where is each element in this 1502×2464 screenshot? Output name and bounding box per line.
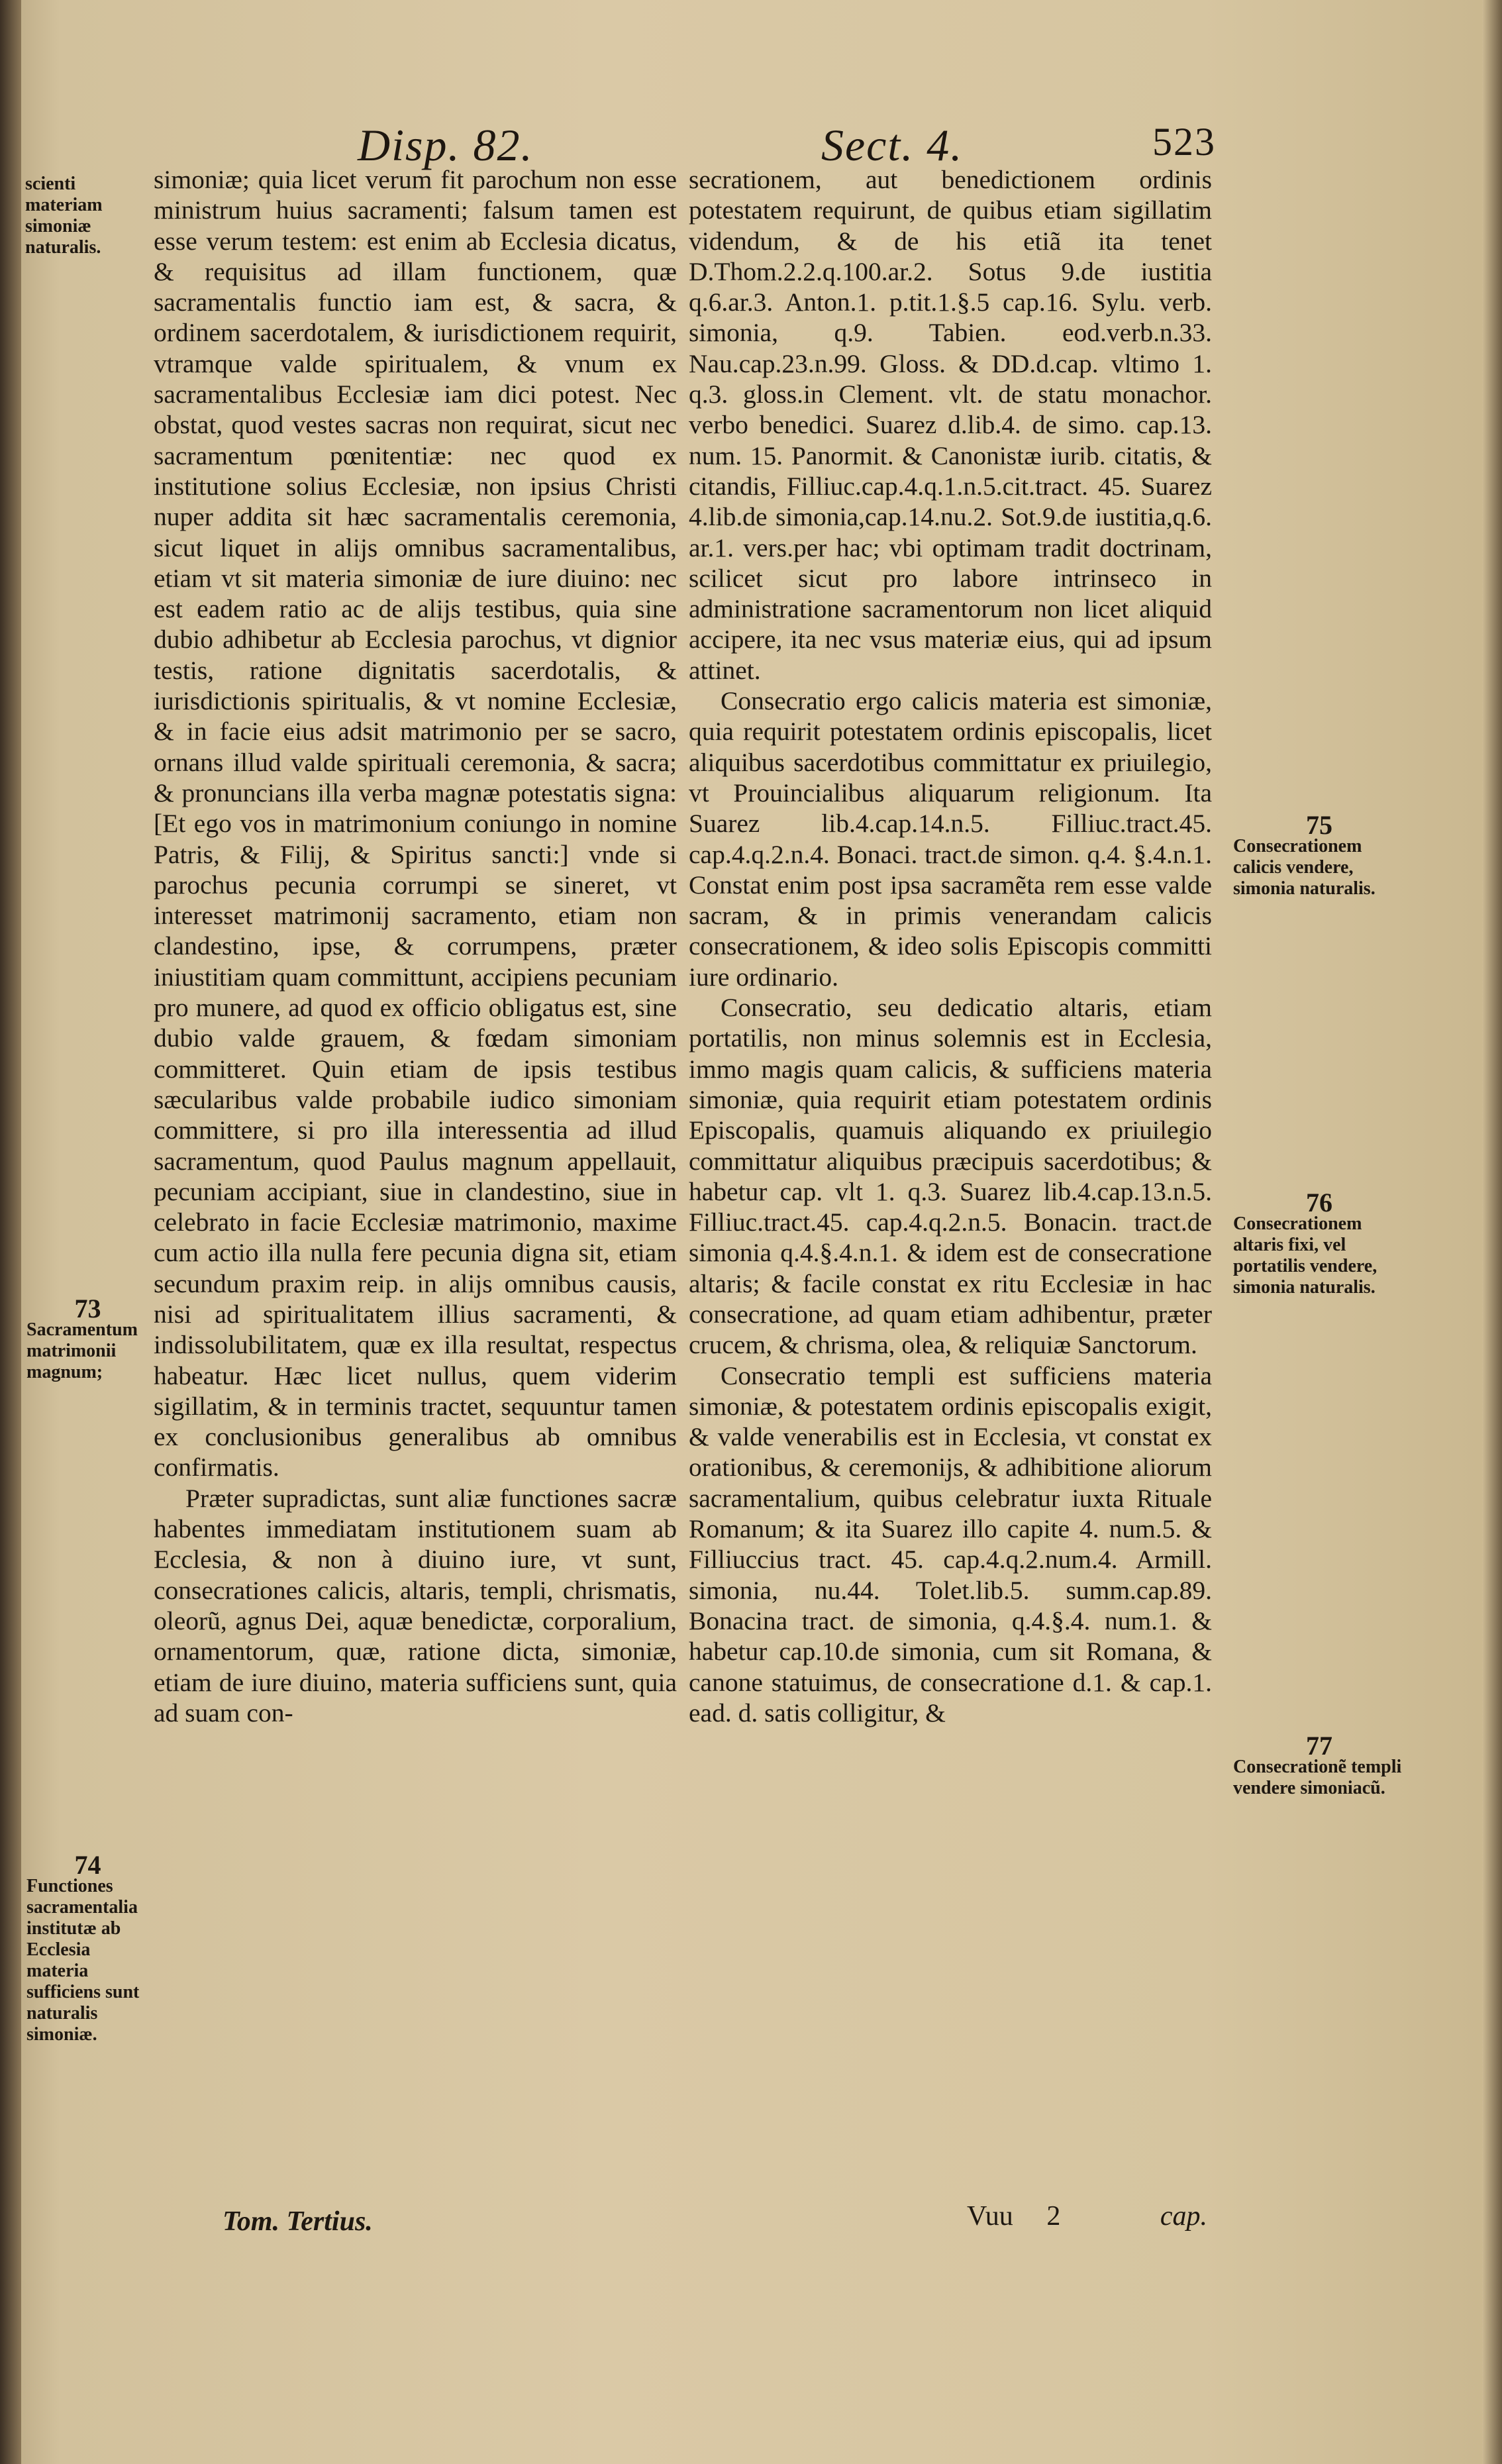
margin-note-77: 77 Consecrationẽ templi vendere simoniacũ. — [1233, 1731, 1402, 1798]
signature-number: 2 — [1046, 2201, 1061, 2232]
page-edge — [1482, 0, 1502, 2464]
margin-note-top: scienti materiam simoniæ naturalis. — [25, 174, 103, 258]
page-gutter — [0, 0, 21, 2464]
catchword: cap. — [1160, 2201, 1207, 2232]
left-column — [154, 164, 677, 1728]
signature-mark: Vuu — [967, 2201, 1013, 2232]
page-number: 523 — [1152, 120, 1216, 164]
margin-note-73: 73 Sacramentum matrimonii magnum; — [26, 1294, 138, 1382]
paragraph: secrationem, aut benedictionem ordinis potestatem requirunt, de quibus etiam sigillatim videndum, & de his etiã ita tenet D.Thom.2.2.q.100.ar.2. Sotus 9.de iustitia q.6.ar.3. Anton.1. p.tit.1.§.5 cap.16. Sylu. verb. simonia, q.9. Tabien. eod.verb.n.33. Nau.cap.23.n.99. Gloss. & DD.d.cap. vltimo 1. q.3. gloss.in Clement. vlt. de statu monachor. verbo benedici. Suarez d.lib.4. de simo. cap.13. num. 15. Panormit. & Canonistæ iurib. citatis, & citandis, Filliuc.cap.4.q.1.n.5.cit.tract. 45. Suarez 4.lib.de simonia,cap.14.nu.2. Sot.9.de iustitia,q.6. ar.1. vers.per hac; vbi optimam tradit doctrinam, scilicet sicut pro labore intrinseco in administratione sacramentorum non licet aliquid accipere, ita nec vsus materiæ eius, qui ad ipsum attinet. — [689, 165, 1212, 685]
volume-mark: Tom. Tertius. — [223, 2206, 373, 2237]
paragraph: simoniæ; quia licet verum fit parochum non esse ministrum huius sacramenti; falsum tamen est esse verum testem: est enim ab Ecclesia dicatus, & requisitus ad illam functionem, quæ sacramentalis functio iam est, & sacra, & ordinem sacerdotalem, & iurisdictionem requirit, vtramque valde spiritualem, & vnum ex sacramentalibus Ecclesiæ iam dici potest. Nec obstat, quod vestes sacras non requirat, sicut nec sacramentum pœnitentiæ: nec quod ex institutione solius Ecclesiæ, non ipsius Christi nuper addita sit hæc sacramentalis ceremonia, sicut liquet in alijs omnibus sacramentalibus, etiam vt sit materia simoniæ de iure diuino: nec est eadem ratio ac de alijs testibus, quia sine dubio adhibetur ab Ecclesia parochus, vt dignior testis, ratione dignitatis sacerdotalis, & iurisdictionis spiritualis, & vt nomine Ecclesiæ, & in facie eius adsit matrimonio per se sacro, ornans illud valde spirituali ceremonia, & sacra; & pronuncians illa verba magnæ potestatis signa: [Et ego vos in matrimonium coniungo in nomine Patris, & Filij, & Spiritus sancti:] vnde si parochus pecunia corrumpi se sineret, vt interesset matrimonij sacramento, etiam non clandestino, ipse, & corrumpens, prӕter iniustitiam quam committunt, accipiens pecuniam pro munere, ad quod ex officio obligatus est, sine dubio valde grauem, & fœdam simoniam committeret. Quin etiam de ipsis testibus sæcularibus valde probabile iudico simoniam committere, si pro illa interessentia ad illud sacramentum, quod Paulus magnum appellauit, pecuniam accipiant, siue in clandestino, siue in celebrato in facie Ecclesiæ matrimonio, maxime cum actio illa nulla fere pecunia digna sit, etiam secundum praxim reip. in alijs omnibus causis, nisi ad spiritualitatem illius sacramenti, & indissolubilitatem, quæ ex illa resultat, respectus habeatur. Hæc licet nullus, quem viderim sigillatim, & in terminis tractet, sequuntur tamen ex conclusionibus generalibus ab omnibus confirmatis. — [154, 165, 677, 1482]
paragraph: Præter supradictas, sunt aliæ functiones sacræ habentes immediatam institutionem suam ab Ecclesia, & non à diuino iure, vt sunt, consecrationes calicis, altaris, templi, chrismatis, oleorũ, agnus Dei, aquæ benedictæ, corporalium, ornamentorum, quæ, ratione dicta, simoniæ, etiam de iure diuino, materia sufficiens sunt, quia ad suam con- — [154, 1483, 677, 1727]
paragraph: Consecratio, seu dedicatio altaris, etiam portatilis, non minus solemnis est in Ecclesia, immo magis quam calicis, & sufficiens materia simoniæ, quia requirit etiam potestatem ordinis Episcopalis, quamuis aliquando ex priuilegio committatur aliquibus præcipuis sacerdotibus; & habetur cap. vlt 1. q.3. Suarez lib.4.cap.13.n.5. Filliuc.tract.45. cap.4.q.2.n.5. Bonacin. tract.de simonia q.4.§.4.n.1. & idem est de consecratione altaris; & facile constat ex ritu Ecclesiæ in hac consecratione, ad quam etiam adhibentur, præter crucem, & chrisma, olea, & reliquiæ Sanctorum. — [689, 993, 1212, 1360]
running-head-left: Disp. 82. — [358, 120, 534, 170]
paragraph: Consecratio ergo calicis materia est simoniæ, quia requirit potestatem ordinis episcopalis, licet aliquibus sacerdotibus committatur ex priuilegio, vt Prouincialibus aliquarum religionum. Ita Suarez lib.4.cap.14.n.5. Filliuc.tract.45. cap.4.q.2.n.4. Bonaci. tract.de simon. q.4. §.4.n.1. Constat enim post ipsa sacramẽta rem esse valde sacram, & in primis venerandam calicis consecrationem, & ideo solis Episcopis committi iure ordinario. — [689, 686, 1212, 992]
margin-note-76: 76 Consecrationem altaris fixi, vel portatilis vendere, simonia naturalis. — [1233, 1188, 1377, 1298]
margin-note-74: 74 Functiones sacramentalia institutæ ab Ecclesia materia sufficiens sunt naturalis simoniæ. — [26, 1850, 140, 2045]
running-head-center: Sect. 4. — [821, 120, 964, 170]
margin-note-75: 75 Consecrationem calicis vendere, simonia naturalis. — [1233, 810, 1376, 899]
signature-line — [940, 2200, 1207, 2232]
right-column — [689, 164, 1212, 1728]
paragraph: Consecratio templi est sufficiens materia simoniæ, & potestatem ordinis episcopalis exigit, & valde venerabilis est in Ecclesia, vt constat ex orationibus, & ceremonijs, & adhibitione aliorum sacramentalium, quibus celebratur iuxta Rituale Romanum; & ita Suarez illo capite 4. num.5. & Filliuccius tract. 45. cap.4.q.2.num.4. Armill. simonia, nu.44. Tolet.lib.5. summ.cap.89. Bonacina tract. de simonia, q.4.§.4. num.1. & habetur cap.10.de simonia, cum sit Romana, & canone statuimus, de consecratione d.1. & cap.1. ead. d. satis colligitur, & — [689, 1360, 1212, 1727]
